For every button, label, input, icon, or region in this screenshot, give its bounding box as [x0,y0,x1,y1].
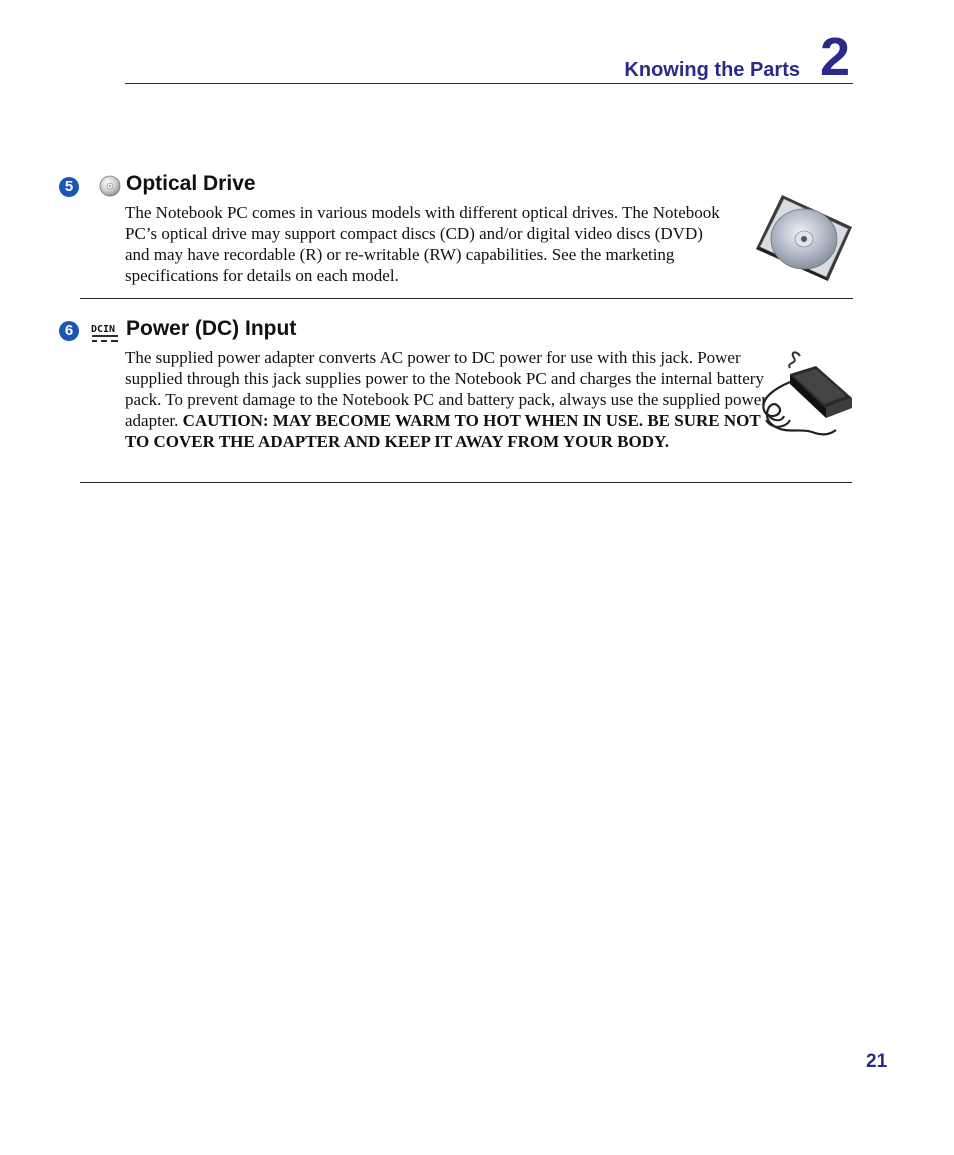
chapter-title: Knowing the Parts [624,59,800,81]
cd-disc-icon [99,175,121,202]
dc-in-icon-label: DCIN [91,324,116,335]
section-body-text: The Notebook PC comes in various models with different optical drives. The Notebook PC’s optical drive may support compact discs (CD) and/or digital video discs (DVD) and may have recordable (R) or re-writable (RW) capabilities. See the marketing specifications for details on each model. [125,203,720,285]
section-title: Optical Drive [126,172,256,195]
section-body-text [125,347,770,452]
power-adapter-image [756,348,854,449]
caution-text: CAUTION: MAY BECOME WARM TO HOT WHEN IN USE. BE SURE NOT TO COVER THE ADAPTER AND KEEP IT AWAY FROM YOUR BODY. [125,411,761,451]
chapter-number: 2 [820,27,851,87]
section-number-badge: 5 [59,177,79,197]
section-title: Power (DC) Input [126,317,297,340]
section-number-badge: 6 [59,321,79,341]
section-body: The supplied power adapter converts AC power to DC power for use with this jack. Power supplied through this jack supplies power to the Notebook PC and charges the internal battery pack. To prevent damage to the Notebook PC and battery pack, always use the supplied power adapter. [125,348,767,430]
cd-case-image [752,191,854,288]
section-divider [80,482,852,483]
section-divider [80,298,853,299]
page-number: 21 [866,1051,888,1072]
dc-in-icon [91,322,119,349]
header-divider [125,83,853,84]
